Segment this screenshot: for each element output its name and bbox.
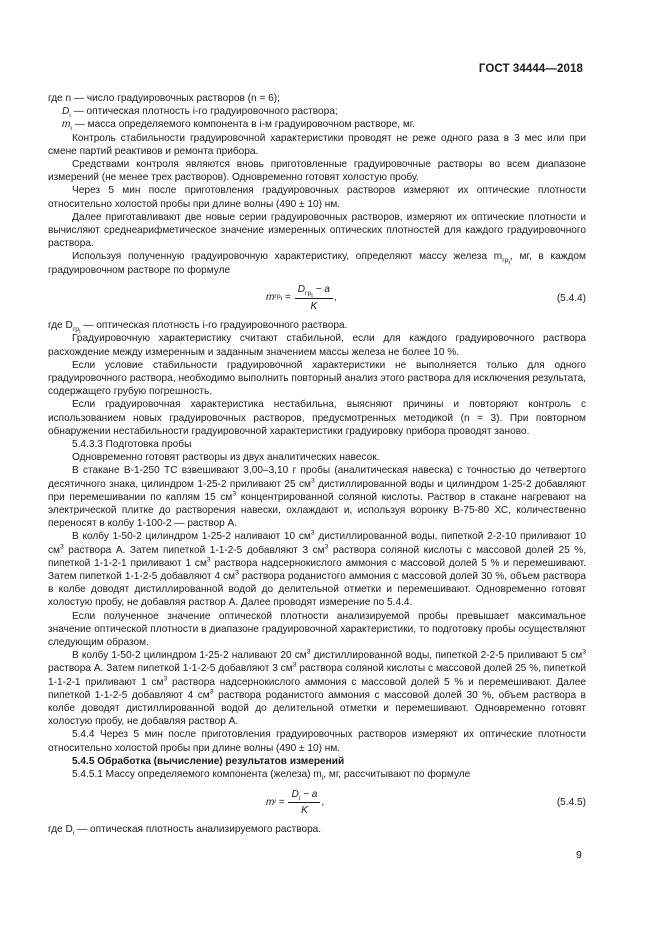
paragraph: 5.4.5.1 Массу определяемого компонента (железа) $m_i$, мг, рассчитывают по формуле: [72, 769, 471, 783]
paragraph: где $D_i$ — оптическая плотность анализируемого раствора.: [48, 824, 322, 838]
paragraph: Если условие стабильности градуировочной характеристики не выполняется только для одного градуировочного раствора, необходимо выполнить повторный анализ этого раствора для исключения результата, содержащего грубую погрешность.: [48, 359, 586, 398]
paragraph: Градуировочную характеристику считают стабильной, если для каждого градуировочного раствора расхождение между измеренным и заданным значением массы железа не более 10 %.: [48, 333, 586, 358]
section-heading: 5.4.3.3 Подготовка пробы: [72, 439, 192, 451]
paragraph: где n — число градуировочных растворов (n = 6);: [48, 93, 280, 104]
paragraph: Средствами контроля являются вновь приготовленные градуировочные растворы во всем диапазоне измерений (не менее трех растворов). Одновременно готовят холостую пробу.: [48, 159, 586, 184]
formula-5-4-4: m $гр_i$ = $\frac{D_{гр_i} - a}{K}$ , (5.4.4): [266, 284, 586, 312]
paragraph: Если градуировочная характеристика нестабильна, выясняют причины и повторяют контроль с использованием новых градуировочных растворов, предусмотренных методикой (n = 3). При повторном обнаружении нестабильности градуировочной характеристики градуировку прибора проводят заново.: [48, 399, 586, 437]
page-content: [48, 92, 586, 837]
paragraph: Через 5 мин после приготовления градуировочных растворов измеряют их оптические плотности относительно холостой пробы при длине волны (490 ± 10) нм.: [48, 185, 586, 210]
paragraph: $D_i$ — оптическая плотность i-го градуировочного раствора;: [62, 106, 338, 120]
paragraph: Далее приготавливают две новые серии градуировочных растворов, измеряют их оптические плотности и вычисляют среднеарифметическое значение измеренных оптических плотностей для каждого градуировочного раствора.: [48, 211, 586, 250]
paragraph: Если полученное значение оптической плотности анализируемой пробы превышает максимальное значение оптической плотности в диапазоне градуировочной характеристики, то подготовку пробы осуществляют следующим образом.: [48, 610, 586, 649]
paragraph: Одновременно готовят растворы из двух аналитических навесок.: [72, 452, 380, 464]
formula-number: (5.4.5): [556, 797, 586, 809]
paragraph: 5.4.4 Через 5 мин после приготовления градуировочных растворов измеряют их оптические плотности относительно холостой пробы при длине волны (490 ± 10) нм.: [48, 729, 586, 754]
paragraph: В колбу 1-50-2 цилиндром 1-25-2 наливают 20 $см^3$ дистиллированной воды, пипеткой 2-2-5 приливают 5 $см^3$ раствора А. Затем пипеткой 1-1-2-5 добавляют 3 $см^3$ раствора соляной кислоты с массовой долей 25 %, пипеткой 1-1-2-1 приливают 1 $см^3$ раствора надсернокислого аммония с массовой долей 5 % и перемешивают. Далее пипеткой 1-1-2-5 добавляют 4 $см^3$ раствора роданистого аммония с массовой долей 30 %, объем раствора в колбе доводят дистиллированной водой до делительной отметки и перемешивают. Одновременно готовят холостую пробу, не добавляя раствор А.: [48, 648, 586, 728]
paragraph: В колбу 1-50-2 цилиндром 1-25-2 наливают 10 $см^3$ дистиллированной воды, пипеткой 2-2-10 приливают 10 $см^3$ раствора А. Затем пипеткой 1-1-2-5 добавляют 3 $см^3$ раствора соляной кислоты с массовой долей 25 %, пипеткой 1-1-2-1 приливают 1 $см^3$ раствора надсернокислого аммония с массовой долей 5 % и перемешивают. Затем пипеткой 1-1-2-5 добавляют 4 $см^3$ раствора роданистого аммония с массовой долей 30 %, объем раствора в колбе доводят дистиллированной водой до делительной отметки и перемешивают. Одновременно готовят холостую пробу, не добавляя раствор А. Далее проводят измерение по 5.4.4.: [48, 530, 586, 609]
page-number: 9: [576, 849, 582, 861]
paragraph: Используя полученную градуировочную характеристику, определяют массу железа $m_{гр_i}$, мг, в каждом градуировочном растворе по формуле: [48, 251, 586, 276]
formula-number: (5.4.4): [556, 293, 586, 305]
section-heading: 5.4.5 Обработка (вычисление) результатов измерений: [72, 755, 345, 767]
paragraph: Контроль стабильности градуировочной характеристики проводят не реже одного раза в 3 мес или при смене партий реактивов и ремонта прибора.: [48, 132, 586, 157]
paragraph: $m_i$ — масса определяемого компонента в i-м градуировочном растворе, мг.: [62, 119, 416, 133]
paragraph: где $D_{гр_i}$ — оптическая плотность i-го градуировочного раствора.: [48, 320, 348, 336]
paragraph: В стакане В-1-250 ТС взвешивают 3,00–3,10 г пробы (аналитическая навеска) с точностью до четвертого десятичного знака, цилиндром 1-25-2 приливают 25 $см^3$ дистиллированной воды и цилиндром 1-25-2 добавляют при перемешивании по каплям 15 $см^3$ концентрированной соляной кислоты. Раствор в стакане нагревают на электрической плитке до растворения навески, охлаждают и, используя воронку В-75-80 ХС, количественно переносят в колбу 1-100-2 — раствор А.: [48, 465, 587, 530]
standard-header: ГОСТ 34444—2018: [478, 63, 583, 75]
formula-5-4-5: m i = $\frac{D_i - a}{K}$ , (5.4.5): [266, 788, 586, 816]
